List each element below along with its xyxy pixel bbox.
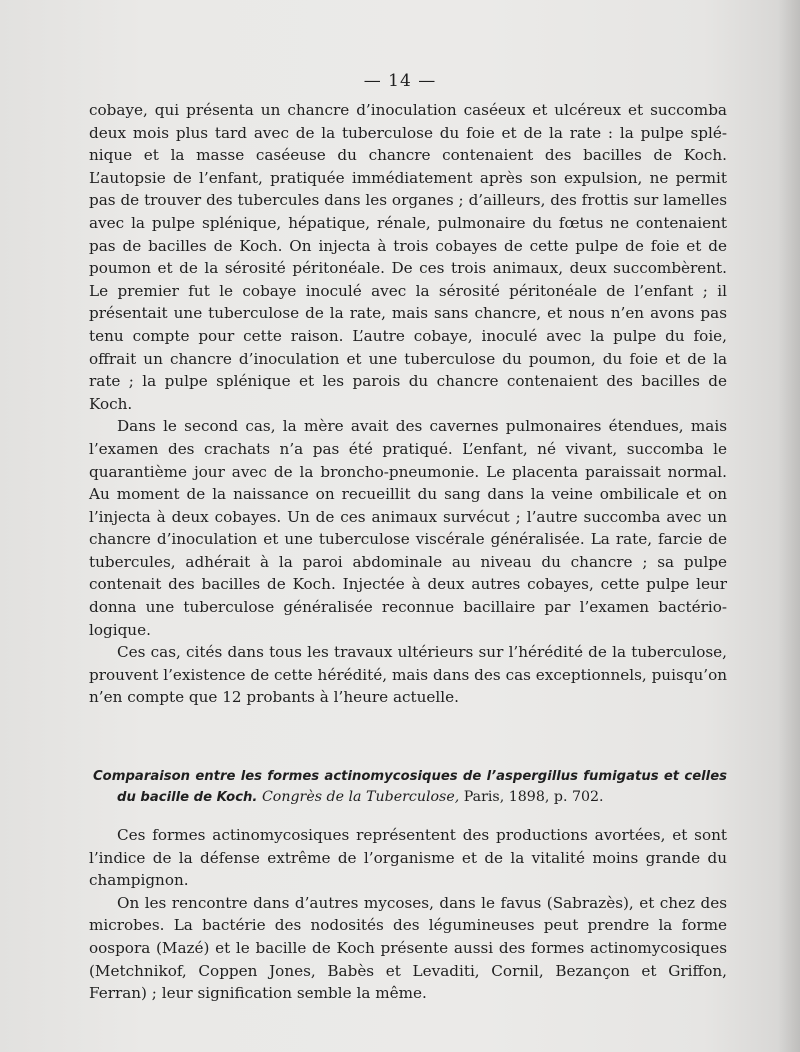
main-text-block — [89, 99, 727, 709]
page-number: — 14 — — [363, 71, 437, 91]
paragraph-second-case: Dans le second cas, la mère avait des cavernes pulmonaires étendues, mais l’examen des crachats n’a pas été pratiqué. L’enfant, né vivant, succomba le quarantième jour avec de la broncho-pneumonie. Le placenta paraissait normal. Au moment de la naissance on recueillit du sang dans la veine ombilicale et on l’injecta à deux cobayes. Un de ces animaux survécut ; l’autre succomba avec un chancre d’inoculation et une tuberculose viscérale généralisée. La rate, farcie de tubercules, adhérait à la paroi abdominale au niveau du chancre ; sa pulpe contenait des bacilles de Koch. Injectée à deux autres cobayes, cette pulpe leur donna une tuberculose généralisée reconnue bacillaire par l’examen bactériologique. — [89, 417, 727, 639]
paragraph-other-mycoses: On les rencontre dans d’autres mycoses, dans le favus (Sabrazès), et chez des microbes. La bactérie des nodosités des légumineuses peut prendre la forme oospora (Mazé) et le bacille de Koch présente aussi des formes actinomycosiques (Metchnikof, Coppen Jones, Babès et Levaditi, Cornil, Bezançon et Griffon, Ferran) ; leur signification semble la même. — [89, 893, 727, 1003]
paragraph-conclusion: Ces cas, cités dans tous les travaux ultérieurs sur l’hérédité de la tuberculose, prouvent l’existence de cette hérédité, mais dans des cas exceptionnels, puisqu’on n’en compte que 12 probants à l’heure actuelle. — [89, 643, 727, 707]
second-text-block — [89, 824, 727, 1005]
paragraph-actinomycosic-forms: Ces formes actinomycosiques représentent des productions avortées, et sont l’indice de la défense extrême de l’organisme et de la vitalité moins grande du champignon. — [89, 826, 727, 890]
paragraph-first-case: cobaye, qui présenta un chancre d’inoculation caséeux et ulcéreux et succomba deux mois plus tard avec de la tuberculose du foie et de la rate : la pulpe splénique et la masse caséeuse du chancre contenaient des bacilles de Koch. L’autopsie de l’enfant, pratiquée immédiatement après son expulsion, ne permit pas de trouver des tubercules dans les organes ; d’ailleurs, des frottis sur lamelles avec la pulpe splénique, hépatique, rénale, pulmonaire du fœtus ne contenaient pas de bacilles de Koch. On injecta à trois cobayes de cette pulpe de foie et de poumon et de la sérosité péritonéale. De ces trois animaux, deux succombèrent. Le premier fut le cobaye inoculé avec la sérosité péritonéale de l’enfant ; il présentait une tuberculose de la rate, mais sans chancre, et nous n’en avons pas tenu compte pour cette raison. L’autre cobaye, inoculé avec la pulpe du foie, offrait un chancre d’inoculation et une tuberculose du poumon, du foie et de la rate ; la pulpe splénique et les parois du chancre contenaient des bacilles de Koch. — [89, 101, 727, 413]
page-edge-shadow — [778, 0, 800, 1052]
citation-journal: Congrès de la Tuberculose, — [261, 789, 460, 805]
citation-details: Paris, 1898, p. 702. — [463, 789, 604, 805]
citation-heading — [93, 766, 727, 808]
citation-title: Comparaison entre les formes actinomycosiques de l’aspergillus fumigatus et celles du bacille de Koch. — [93, 769, 727, 805]
